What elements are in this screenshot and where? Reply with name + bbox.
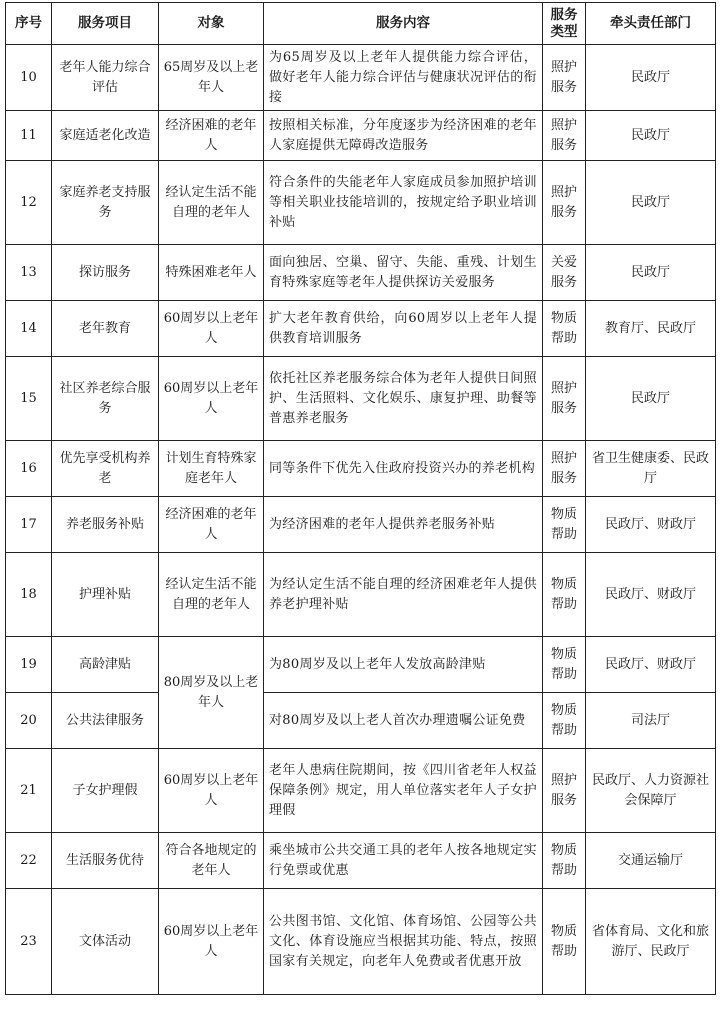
row-target: 经济困难的老年人 [159, 111, 264, 161]
row-dept: 交通运输厅 [586, 833, 716, 889]
table-row [6, 497, 716, 553]
row-target: 特殊困难老年人 [159, 245, 264, 301]
row-dept: 司法厅 [586, 693, 716, 749]
row-item: 老年人能力综合评估 [52, 45, 159, 111]
row-no: 17 [6, 497, 52, 553]
row-no: 20 [6, 693, 52, 749]
row-no: 13 [6, 245, 52, 301]
row-item: 护理补贴 [52, 553, 159, 637]
row-no: 15 [6, 357, 52, 441]
row-type: 物质帮助 [543, 637, 586, 693]
row-target: 60周岁以上老年人 [159, 301, 264, 357]
row-no: 14 [6, 301, 52, 357]
row-target: 60周岁以上老年人 [159, 749, 264, 833]
services-table [5, 2, 716, 995]
table-row [6, 111, 716, 161]
row-no: 21 [6, 749, 52, 833]
row-item: 社区养老综合服务 [52, 357, 159, 441]
row-target: 60周岁以上老年人 [159, 357, 264, 441]
row-type: 物质帮助 [543, 833, 586, 889]
row-no: 11 [6, 111, 52, 161]
row-item: 家庭养老支持服务 [52, 161, 159, 245]
row-type: 物质帮助 [543, 693, 586, 749]
table-row [6, 161, 716, 245]
row-no: 23 [6, 889, 52, 995]
row-target: 经认定生活不能自理的老年人 [159, 553, 264, 637]
row-dept: 民政厅、财政厅 [586, 553, 716, 637]
row-type: 照护服务 [543, 441, 586, 497]
row-target: 60周岁以上老年人 [159, 889, 264, 995]
row-no: 10 [6, 45, 52, 111]
row-type: 照护服务 [543, 749, 586, 833]
row-no: 18 [6, 553, 52, 637]
row-target: 经济困难的老年人 [159, 497, 264, 553]
row-item: 生活服务优待 [52, 833, 159, 889]
table-row [6, 441, 716, 497]
row-item: 探访服务 [52, 245, 159, 301]
row-item: 子女护理假 [52, 749, 159, 833]
row-type: 照护服务 [543, 111, 586, 161]
header-item: 服务项目 [52, 3, 159, 45]
row-type: 照护服务 [543, 161, 586, 245]
table-row [6, 889, 716, 995]
table-row [6, 357, 716, 441]
row-type: 关爱服务 [543, 245, 586, 301]
row-item: 家庭适老化改造 [52, 111, 159, 161]
row-dept: 教育厅、民政厅 [586, 301, 716, 357]
row-item: 养老服务补贴 [52, 497, 159, 553]
row-target-merged: 80周岁及以上老年人 [159, 637, 264, 749]
row-type: 物质帮助 [543, 889, 586, 995]
row-dept: 民政厅 [586, 245, 716, 301]
row-content: 对80周岁及以上老人首次办理遗嘱公证免费 [264, 693, 543, 749]
row-item: 老年教育 [52, 301, 159, 357]
row-dept: 民政厅 [586, 161, 716, 245]
table-row [6, 693, 716, 749]
row-dept: 民政厅、人力资源社会保障厅 [586, 749, 716, 833]
table-row [6, 45, 716, 111]
row-type: 物质帮助 [543, 497, 586, 553]
row-target: 65周岁及以上老年人 [159, 45, 264, 111]
row-content: 为80周岁及以上老年人发放高龄津贴 [264, 637, 543, 693]
row-no: 22 [6, 833, 52, 889]
row-content: 符合条件的失能老年人家庭成员参加照护培训等相关职业技能培训的，按规定给予职业培训补贴 [264, 161, 543, 245]
header-content: 服务内容 [264, 3, 543, 45]
row-item: 文体活动 [52, 889, 159, 995]
row-no: 19 [6, 637, 52, 693]
row-no: 12 [6, 161, 52, 245]
table-row [6, 553, 716, 637]
row-type: 照护服务 [543, 45, 586, 111]
row-content: 同等条件下优先入住政府投资兴办的养老机构 [264, 441, 543, 497]
row-dept: 民政厅、财政厅 [586, 497, 716, 553]
row-item: 优先享受机构养老 [52, 441, 159, 497]
row-dept: 民政厅 [586, 111, 716, 161]
row-dept: 民政厅 [586, 45, 716, 111]
header-row [6, 3, 716, 45]
row-content: 按照相关标准，分年度逐步为经济困难的老年人家庭提供无障碍改造服务 [264, 111, 543, 161]
table-row [6, 637, 716, 693]
row-no: 16 [6, 441, 52, 497]
row-dept: 省体育局、文化和旅游厅、民政厅 [586, 889, 716, 995]
row-dept: 民政厅、财政厅 [586, 637, 716, 693]
header-target: 对象 [159, 3, 264, 45]
row-content: 扩大老年教育供给，向60周岁以上老年人提供教育培训服务 [264, 301, 543, 357]
row-content: 公共图书馆、文化馆、体育场馆、公园等公共文化、体育设施应当根据其功能、特点，按照国家有关规定，向老年人免费或者优惠开放 [264, 889, 543, 995]
table-row [6, 245, 716, 301]
row-content: 面向独居、空巢、留守、失能、重残、计划生育特殊家庭等老年人提供探访关爱服务 [264, 245, 543, 301]
row-item: 高龄津贴 [52, 637, 159, 693]
row-dept: 民政厅 [586, 357, 716, 441]
row-content: 为经济困难的老年人提供养老服务补贴 [264, 497, 543, 553]
table-row [6, 833, 716, 889]
row-type: 照护服务 [543, 357, 586, 441]
row-type: 物质帮助 [543, 301, 586, 357]
row-content: 乘坐城市公共交通工具的老年人按各地规定实行免票或优惠 [264, 833, 543, 889]
row-item: 公共法律服务 [52, 693, 159, 749]
row-target: 符合各地规定的老年人 [159, 833, 264, 889]
header-no: 序号 [6, 3, 52, 45]
table-row [6, 749, 716, 833]
row-content: 依托社区养老服务综合体为老年人提供日间照护、生活照料、文化娱乐、康复护理、助餐等普惠养老服务 [264, 357, 543, 441]
row-target: 计划生育特殊家庭老年人 [159, 441, 264, 497]
row-content: 为65周岁及以上老年人提供能力综合评估，做好老年人能力综合评估与健康状况评估的衔接 [264, 45, 543, 111]
row-content: 老年人患病住院期间，按《四川省老年人权益保障条例》规定，用人单位落实老年人子女护理假 [264, 749, 543, 833]
row-type: 物质帮助 [543, 553, 586, 637]
row-target: 经认定生活不能自理的老年人 [159, 161, 264, 245]
row-content: 为经认定生活不能自理的经济困难老年人提供养老护理补贴 [264, 553, 543, 637]
row-dept: 省卫生健康委、民政厅 [586, 441, 716, 497]
header-type: 服务类型 [543, 3, 586, 45]
header-dept: 牵头责任部门 [586, 3, 716, 45]
table-row [6, 301, 716, 357]
